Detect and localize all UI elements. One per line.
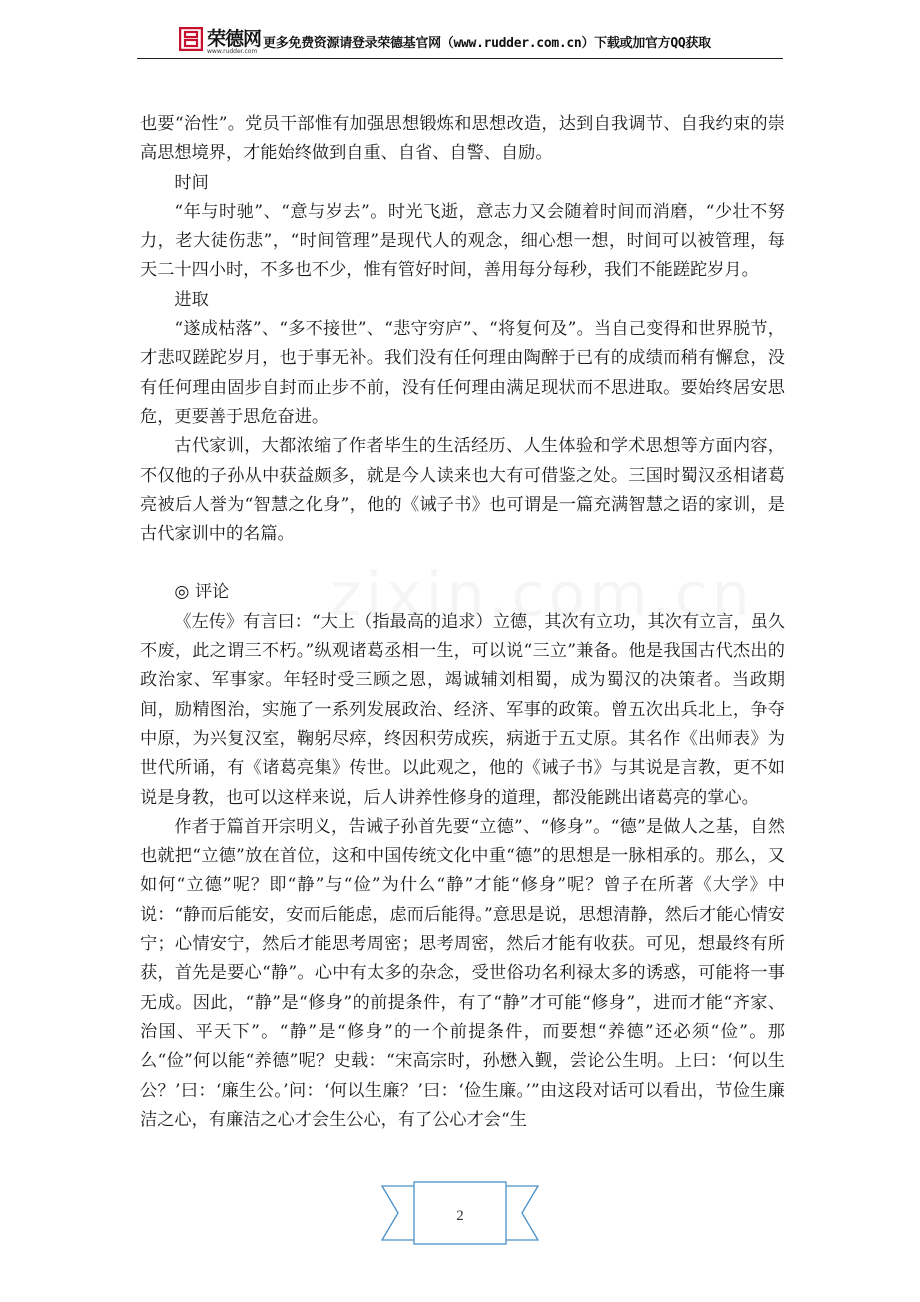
paragraph: 进取 bbox=[174, 289, 209, 310]
page-header bbox=[137, 24, 783, 59]
page-number: 2 bbox=[456, 1208, 464, 1224]
rudder-logo-icon bbox=[179, 27, 203, 51]
header-banner-text: 更多免费资源请登录荣德基官网（www.rudder.com.cn）下载或加官方QQ获取 bbox=[263, 36, 711, 51]
paragraph: “遂成枯落”、“多不接世”、“悲守穷庐”、“将复何及”。当自己变得和世界脱节，才悲叹蹉跎岁月，也于事无补。我们没有任何理由陶醉于已有的成绩而稍有懈怠，没有任何理由固步自封而止步不前，没有任何理由满足现状而不思进取。要始终居安思危，更要善于思危奋进。 bbox=[140, 319, 785, 427]
paragraph: 古代家训，大都浓缩了作者毕生的生活经历、人生体验和学术思想等方面内容，不仅他的子孙从中获益颇多，就是今人读来也大有可借鉴之处。三国时蜀汉丞相诸葛亮被后人誉为“智慧之化身”，他的《诫子书》也可谓是一篇充满智慧之语的家训，是古代家训中的名篇。 bbox=[140, 436, 785, 545]
section-gap bbox=[140, 549, 785, 578]
logo-url: www.rudder.com bbox=[207, 48, 258, 55]
paragraph: ◎ 评论 bbox=[174, 582, 230, 603]
paragraph: “年与时驰”、“意与岁去”。时光飞逝，意志力又会随着时间而消磨，“少壮不努力，老大徒伤悲”，“时间管理”是现代人的观念，细心想一想，时间可以被管理，每天二十四小时，不多也不少，惟有管好时间，善用每分每秒，我们不能蹉跎岁月。 bbox=[140, 201, 785, 281]
page-number-badge bbox=[380, 1178, 540, 1248]
paragraph: 也要“治性”。党员干部惟有加强思想锻炼和思想改造，达到自我调节、自我约束的崇高思想境界，才能始终做到自重、自省、自警、自励。 bbox=[140, 114, 785, 164]
paragraph: 时间 bbox=[174, 172, 209, 193]
paragraph: 作者于篇首开宗明义，告诫子孙首先要“立德”、“修身”。“德”是做人之基，自然也就把“立德”放在首位，这和中国传统文化中重“德”的思想是一脉相承的。那么，又如何“立德”呢？即“静”与“俭”为什么“静”才能“修身”呢？曾子在所著《大学》中说：“静而后能安，安而后能虑，虑而后能得。”意思是说，思想清静，然后才能心情安宁；心情安宁，然后才能思考周密；思考周密，然后才能有收获。可见，想最终有所获，首先是要心“静”。心中有太多的杂念，受世俗功名利禄太多的诱惑，可能将一事无成。因此，“静”是“修身”的前提条件，有了“静”才可能“修身”，进而才能“齐家、治国、平天下”。“静”是“修身”的一个前提条件，而要想“养德”还必须“俭”。那么“俭”何以能“养德”呢？史载：“宋高宗时，孙懋入觐，尝论公生明。上曰：‘何以生公？’曰：‘廉生公。’问：‘何以生廉？’曰：‘俭生廉。’”由这段对话可以看出，节俭生廉洁之心，有廉洁之心才会生公心，有了公心才会“生 bbox=[140, 816, 785, 1130]
logo-text: 荣德网 bbox=[207, 28, 262, 50]
paragraph: 《左传》有言曰：“大上（指最高的追求）立德，其次有立功，其次有立言，虽久不废，此之谓三不朽。”纵观诸葛丞相一生，可以说“三立”兼备。他是我国古代杰出的政治家、军事家。年轻时受三顾之恩，竭诚辅刘相蜀，成为蜀汉的决策者。当政期间，励精图治，实施了一系列发展政治、经济、军事的政策。曾五次出兵北上，争夺中原，为兴复汉室，鞠躬尽瘁，终因积劳成疾，病逝于五丈原。其名作《出师表》为世代所诵，有《诸葛亮集》传世。以此观之，他的《诫子书》与其说是言教，更不如说是身教，也可以这样来说，后人讲养性修身的道理，都没能跳出诸葛亮的掌心。 bbox=[140, 611, 785, 808]
document-body bbox=[140, 110, 785, 1135]
